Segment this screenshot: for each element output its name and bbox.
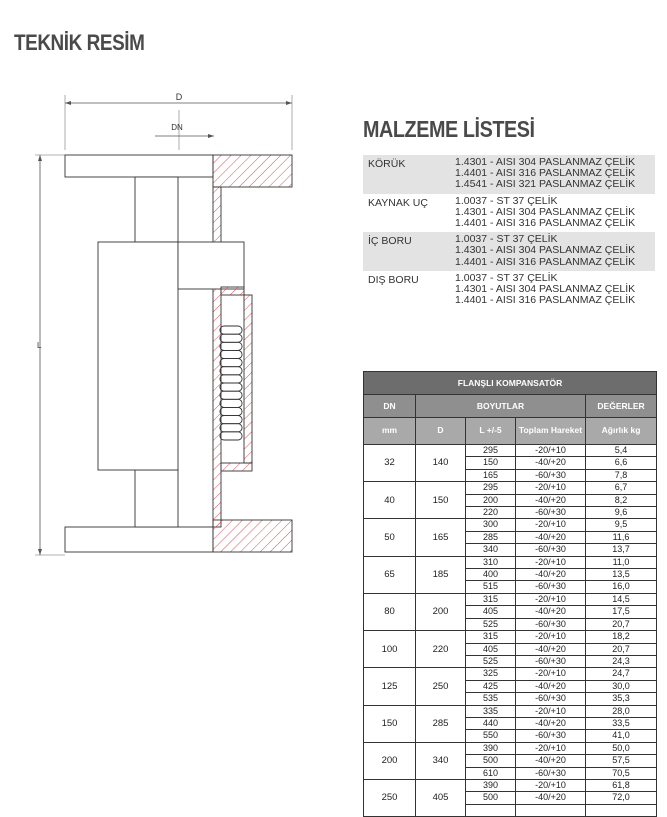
- cell-agirlik: 8,2: [586, 494, 657, 506]
- cell-hareket: -60/+30: [516, 767, 586, 779]
- material-value: 1.0037 - ST 37 ÇELİK: [455, 194, 558, 207]
- cell-l: 400: [466, 569, 516, 581]
- cell-dn: 40: [364, 482, 416, 519]
- cell-l: 500: [466, 755, 516, 767]
- cell-dn: 100: [364, 631, 416, 668]
- cell-hareket: -20/+10: [516, 593, 586, 605]
- bellows-convolution: [220, 350, 242, 358]
- cell-l: 440: [466, 717, 516, 729]
- bellows-convolution: [220, 424, 242, 432]
- cell-l: 150: [466, 457, 516, 469]
- cell-agirlik: 57,5: [586, 755, 657, 767]
- cell-l: 285: [466, 531, 516, 543]
- header-boyutlar: BOYUTLAR: [416, 395, 586, 418]
- material-name: KÖRÜK: [368, 158, 406, 170]
- cell-d: 140: [416, 445, 466, 482]
- cell-dn: 200: [364, 742, 416, 779]
- cell-hareket: -60/+30: [516, 581, 586, 593]
- cell-hareket: -40/+20: [516, 531, 586, 543]
- cell-d: 220: [416, 631, 466, 668]
- bellows-convolution: [220, 432, 242, 440]
- cell-hareket: -20/+10: [516, 631, 586, 643]
- cell-l: 310: [466, 556, 516, 568]
- cell-hareket: -40/+20: [516, 457, 586, 469]
- cell-hareket: -20/+10: [516, 445, 586, 457]
- cell-d: 165: [416, 519, 466, 556]
- cell-l: 390: [466, 779, 516, 791]
- cell-l: 335: [466, 705, 516, 717]
- cell-agirlik: 13,5: [586, 569, 657, 581]
- material-value: 1.4301 - AISI 304 PASLANMAZ ÇELİK: [455, 244, 636, 257]
- cell-l: 315: [466, 631, 516, 643]
- cell-l: 200: [466, 494, 516, 506]
- header-d: D: [416, 418, 466, 445]
- top-flange: [65, 155, 213, 177]
- cell-l: 515: [466, 581, 516, 593]
- cell-dn: 250: [364, 779, 416, 816]
- cell-hareket: -60/+30: [516, 693, 586, 705]
- bellows-convolution: [220, 407, 242, 415]
- bellows-convolution: [220, 334, 242, 342]
- header-dn: DN: [364, 395, 416, 418]
- material-name: İÇ BORU: [368, 235, 412, 248]
- cell-agirlik: 33,5: [586, 717, 657, 729]
- material-value: 1.0037 - ST 37 ÇELİK: [455, 233, 558, 246]
- cell-l: 325: [466, 668, 516, 680]
- cell-d: 250: [416, 668, 466, 705]
- d-label: D: [175, 92, 183, 102]
- cell-agirlik: 5,4: [586, 445, 657, 457]
- table-body: [364, 445, 657, 817]
- cell-hareket: -20/+10: [516, 482, 586, 494]
- table-title: FLANŞLI KOMPANSATÖR: [364, 372, 657, 395]
- cell-agirlik: 28,0: [586, 705, 657, 717]
- cell-agirlik: 30,0: [586, 680, 657, 692]
- cell-d: 340: [416, 742, 466, 779]
- cell-dn: 80: [364, 593, 416, 630]
- cell-hareket: -60/+30: [516, 730, 586, 742]
- cell-agirlik: 9,6: [586, 507, 657, 519]
- cell-l: 425: [466, 680, 516, 692]
- table-row: [364, 482, 657, 494]
- cell-hareket: -20/+10: [516, 556, 586, 568]
- material-name: KAYNAK UÇ: [368, 196, 428, 209]
- header-l: L +/-5: [466, 418, 516, 445]
- cell-hareket: -40/+20: [516, 643, 586, 655]
- material-name: DIŞ BORU: [368, 273, 419, 286]
- bellows: [220, 326, 242, 440]
- cell-l: 610: [466, 767, 516, 779]
- compensator-table: [363, 371, 657, 817]
- cell-dn: 65: [364, 556, 416, 593]
- bellows-convolution: [220, 342, 242, 350]
- top-flange-section: [213, 155, 292, 187]
- bellows-convolution: [220, 359, 242, 367]
- bottom-flange: [65, 527, 213, 552]
- cell-hareket: -40/+20: [516, 792, 586, 804]
- cell-l: 300: [466, 519, 516, 531]
- cell-l: 220: [466, 507, 516, 519]
- cell-l: 500: [466, 792, 516, 804]
- bellows-convolution: [220, 391, 242, 399]
- cell-agirlik: 24,7: [586, 668, 657, 680]
- header-degerler: DEĞERLER: [586, 395, 657, 418]
- table-row: [364, 519, 657, 531]
- cell-hareket: -40/+20: [516, 606, 586, 618]
- cell-l: 295: [466, 445, 516, 457]
- material-row: [363, 232, 655, 271]
- material-value: 1.4401 - AISI 316 PASLANMAZ ÇELİK: [455, 217, 636, 230]
- cell-agirlik: 6,6: [586, 457, 657, 469]
- cell-hareket: -20/+10: [516, 668, 586, 680]
- material-value: 1.4301 - AISI 304 PASLANMAZ ÇELİK: [455, 205, 636, 218]
- table-row: [364, 556, 657, 568]
- cell-hareket: -60/+30: [516, 469, 586, 481]
- bellows-convolution: [220, 326, 242, 334]
- cell-agirlik: 20,7: [586, 643, 657, 655]
- material-row: [363, 271, 655, 310]
- cell-l: [466, 804, 516, 816]
- cell-agirlik: 17,5: [586, 606, 657, 618]
- cell-agirlik: 61,8: [586, 779, 657, 791]
- bellows-convolution: [220, 367, 242, 375]
- cell-d: 285: [416, 705, 466, 742]
- cell-hareket: -40/+20: [516, 755, 586, 767]
- table-row: [364, 668, 657, 680]
- cell-dn: 150: [364, 705, 416, 742]
- bellows-convolution: [220, 416, 242, 424]
- cell-agirlik: [586, 804, 657, 816]
- dn-label: DN: [171, 123, 183, 132]
- cell-d: 200: [416, 593, 466, 630]
- cell-hareket: -40/+20: [516, 494, 586, 506]
- bellows-convolution: [220, 375, 242, 383]
- material-value: 1.4401 - AISI 316 PASLANMAZ ÇELİK: [455, 255, 636, 268]
- cell-l: 525: [466, 655, 516, 667]
- cell-hareket: -40/+20: [516, 717, 586, 729]
- material-value: 1.4401 - AISI 316 PASLANMAZ ÇELİK: [455, 167, 636, 180]
- header-mm: mm: [364, 418, 416, 445]
- cell-agirlik: 24,3: [586, 655, 657, 667]
- cell-agirlik: 7,8: [586, 469, 657, 481]
- header-toplam: Toplam Hareket: [516, 418, 586, 445]
- cell-l: 535: [466, 693, 516, 705]
- cell-hareket: -60/+30: [516, 618, 586, 630]
- cell-agirlik: 50,0: [586, 742, 657, 754]
- cell-l: 295: [466, 482, 516, 494]
- cell-agirlik: 18,2: [586, 631, 657, 643]
- cell-agirlik: 16,0: [586, 581, 657, 593]
- cell-l: 405: [466, 606, 516, 618]
- table-row: [364, 593, 657, 605]
- cell-l: 315: [466, 593, 516, 605]
- cell-hareket: -20/+10: [516, 742, 586, 754]
- cell-hareket: -40/+20: [516, 569, 586, 581]
- table-row: [364, 631, 657, 643]
- bellows-convolution: [220, 383, 242, 391]
- cell-agirlik: 35,3: [586, 693, 657, 705]
- cell-l: 550: [466, 730, 516, 742]
- cell-hareket: -40/+20: [516, 680, 586, 692]
- material-value: 1.4541 - AISI 321 PASLANMAZ ÇELİK: [455, 178, 636, 191]
- cell-agirlik: 70,5: [586, 767, 657, 779]
- cell-hareket: [516, 804, 586, 816]
- cell-hareket: -60/+30: [516, 655, 586, 667]
- table-row: [364, 705, 657, 717]
- cell-agirlik: 11,0: [586, 556, 657, 568]
- cell-l: 405: [466, 643, 516, 655]
- cell-dn: 32: [364, 445, 416, 482]
- material-value: 1.0037 - ST 37 ÇELİK: [455, 271, 558, 284]
- cell-hareket: -20/+10: [516, 519, 586, 531]
- table-row: [364, 779, 657, 791]
- cell-l: 390: [466, 742, 516, 754]
- cell-d: 405: [416, 779, 466, 816]
- cell-l: 340: [466, 544, 516, 556]
- outer-pipe: [98, 242, 178, 470]
- inner-pipe-section: [244, 295, 252, 463]
- bellows-convolution: [220, 399, 242, 407]
- cell-agirlik: 13,7: [586, 544, 657, 556]
- cell-dn: 50: [364, 519, 416, 556]
- cell-agirlik: 6,7: [586, 482, 657, 494]
- cell-hareket: -60/+30: [516, 507, 586, 519]
- cell-agirlik: 72,0: [586, 792, 657, 804]
- technical-drawing: [0, 0, 340, 600]
- cell-agirlik: 9,5: [586, 519, 657, 531]
- cell-dn: 125: [364, 668, 416, 705]
- cell-l: 525: [466, 618, 516, 630]
- l-label: L: [37, 341, 42, 350]
- bottom-flange-section: [213, 520, 292, 552]
- cell-agirlik: 14,5: [586, 593, 657, 605]
- cell-hareket: -20/+10: [516, 705, 586, 717]
- material-row: [363, 155, 655, 194]
- material-value: 1.4401 - AISI 316 PASLANMAZ ÇELİK: [455, 294, 636, 307]
- header-agirlik: Ağırlık kg: [586, 418, 657, 445]
- cell-l: 165: [466, 469, 516, 481]
- material-value: 1.4301 - AISI 304 PASLANMAZ ÇELİK: [455, 156, 636, 168]
- page-title: TEKNİK RESİM: [14, 30, 145, 55]
- table-row: [364, 742, 657, 754]
- materials-list: [363, 155, 655, 309]
- material-row: [363, 194, 655, 233]
- materials-title: MALZEME LİSTESİ: [363, 116, 535, 142]
- table-row: [364, 445, 657, 457]
- cell-d: 150: [416, 482, 466, 519]
- cell-hareket: -60/+30: [516, 544, 586, 556]
- cell-agirlik: 20,7: [586, 618, 657, 630]
- cell-agirlik: 41,0: [586, 730, 657, 742]
- cell-hareket: -20/+10: [516, 779, 586, 791]
- material-value: 1.4301 - AISI 304 PASLANMAZ ÇELİK: [455, 283, 636, 296]
- cell-d: 185: [416, 556, 466, 593]
- cell-agirlik: 11,6: [586, 531, 657, 543]
